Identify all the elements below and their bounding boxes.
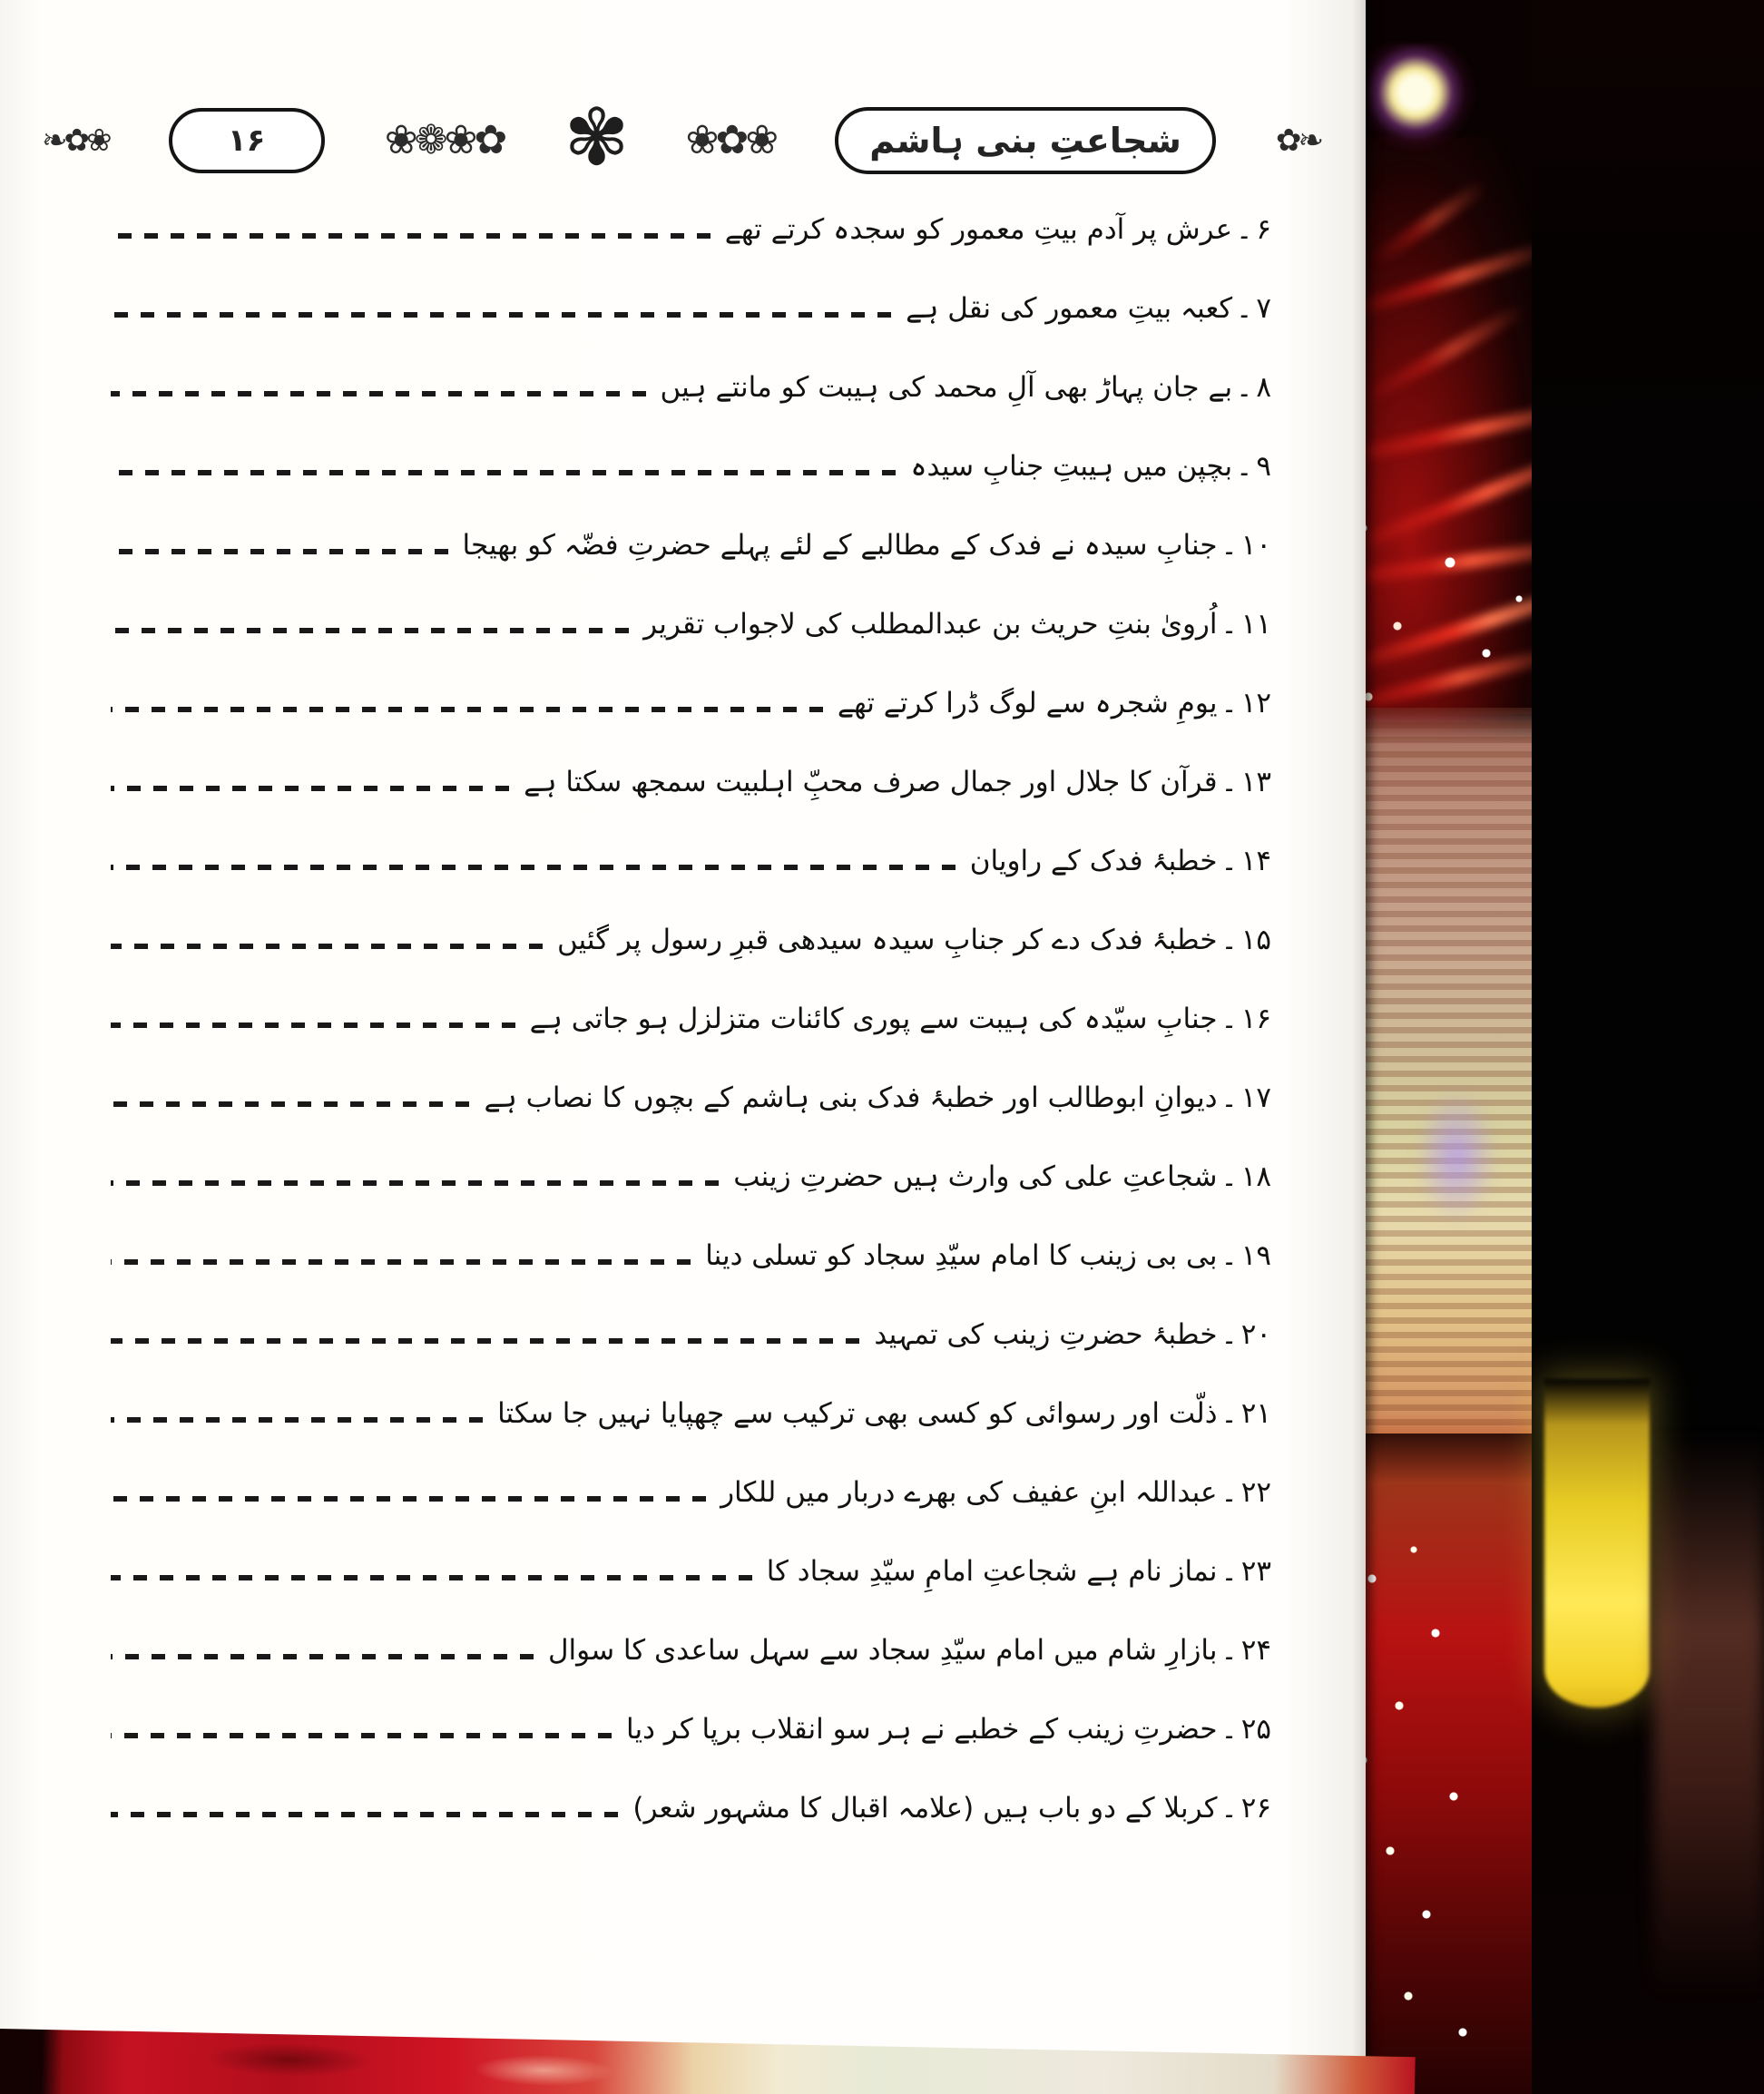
toc-entry bbox=[107, 1705, 1271, 1752]
dashed-leader bbox=[111, 1180, 719, 1186]
toc-entry-number: ۱۲ bbox=[1240, 687, 1271, 719]
dashed-leader bbox=[111, 944, 543, 949]
toc-entry-title: اُرویٰ بنتِ حریث بن عبدالمطلب کی لاجواب تقریر bbox=[643, 608, 1218, 641]
book-title: شجاعتِ بنی ہاشم bbox=[869, 121, 1181, 161]
toc-entry-separator: ۔ bbox=[1220, 1476, 1238, 1509]
floral-ornament-icon: ❧✿ bbox=[1276, 122, 1320, 159]
toc-entry bbox=[107, 1468, 1271, 1515]
page-number-cartouche bbox=[169, 108, 325, 173]
toc-entry-text bbox=[626, 1707, 1271, 1752]
toc-entry-title: ذلّت اور رسوائی کو کسی بھی ترکیب سے چھپایا نہیں جا سکتا bbox=[497, 1397, 1218, 1430]
toc-entry-separator: ۔ bbox=[1220, 608, 1238, 641]
bright-light-spot bbox=[1367, 44, 1475, 152]
toc-entry-title: جنابِ سیّدہ کی ہیبت سے پوری کائنات متزلزل ہو جاتی ہے bbox=[529, 1003, 1218, 1035]
toc-entry-text bbox=[632, 1786, 1271, 1831]
toc-entry-separator: ۔ bbox=[1220, 1634, 1238, 1667]
toc-entry-separator: ۔ bbox=[1220, 687, 1238, 719]
toc-entry-number: ۲۲ bbox=[1240, 1476, 1271, 1509]
toc-entry-number: ۸ bbox=[1256, 371, 1271, 404]
toc-entry-text bbox=[970, 838, 1271, 884]
toc-entry-separator: ۔ bbox=[1220, 1792, 1238, 1825]
toc-entry-text bbox=[497, 1391, 1271, 1436]
toc-entry-title: بازارِ شام میں امام سیّدِ سجاد سے سہل ساعدی کا سوال bbox=[547, 1634, 1218, 1667]
dashed-leader bbox=[111, 1338, 859, 1344]
toc-entry bbox=[107, 1547, 1271, 1594]
header-band bbox=[42, 87, 1320, 194]
dashed-leader bbox=[111, 1733, 612, 1738]
table-of-contents bbox=[107, 205, 1271, 1863]
toc-entry-text bbox=[838, 680, 1271, 726]
toc-entry bbox=[107, 1389, 1271, 1436]
toc-entry-text bbox=[767, 1549, 1271, 1594]
toc-entry-title: قرآن کا جلال اور جمال صرف محبِّ اہلبیت سمجھ سکتا ہے bbox=[524, 766, 1218, 798]
toc-entry-number: ۱۳ bbox=[1240, 766, 1271, 798]
toc-entry-title: حضرتِ زینب کے خطبے نے ہر سو انقلاب برپا کر دیا bbox=[626, 1713, 1218, 1746]
toc-entry bbox=[107, 915, 1271, 963]
toc-entry-text bbox=[733, 1154, 1271, 1199]
toc-entry-text bbox=[557, 917, 1271, 963]
toc-entry bbox=[107, 521, 1271, 568]
dashed-leader bbox=[111, 233, 710, 239]
toc-entry-number: ۲۴ bbox=[1240, 1634, 1271, 1667]
toc-entry bbox=[107, 758, 1271, 805]
toc-entry bbox=[107, 363, 1271, 410]
toc-entry-text bbox=[548, 1628, 1271, 1673]
toc-entry-separator: ۔ bbox=[1220, 1003, 1238, 1035]
dashed-leader bbox=[111, 707, 823, 712]
toc-entry-number: ۲۶ bbox=[1240, 1792, 1271, 1825]
toc-entry bbox=[107, 600, 1271, 647]
toc-entry-title: عرش پر آدم بیتِ معمور کو سجدہ کرتے تھے bbox=[724, 213, 1233, 246]
dashed-leader bbox=[111, 312, 891, 318]
toc-entry-separator: ۔ bbox=[1236, 292, 1253, 325]
dashed-leader bbox=[111, 786, 509, 791]
toc-entry-number: ۱۰ bbox=[1240, 529, 1271, 562]
toc-entry-title: بے جان پہاڑ بھی آلِ محمد کی ہیبت کو مانتے ہیں bbox=[660, 371, 1233, 404]
dashed-leader bbox=[111, 1575, 752, 1580]
toc-entry-title: یومِ شجرہ سے لوگ ڈرا کرتے تھے bbox=[837, 687, 1218, 719]
toc-entry-number: ۲۳ bbox=[1240, 1555, 1271, 1588]
toc-entry-number: ۹ bbox=[1256, 450, 1271, 483]
floral-ornament-icon: ❀✿❧ bbox=[42, 122, 109, 159]
toc-entry-text bbox=[910, 444, 1271, 489]
toc-entry-number: ۱۴ bbox=[1240, 845, 1271, 877]
toc-entry bbox=[107, 205, 1271, 252]
toc-entry-number: ۲۰ bbox=[1240, 1318, 1271, 1351]
toc-entry bbox=[107, 442, 1271, 489]
toc-entry-separator: ۔ bbox=[1220, 1081, 1238, 1114]
toc-entry-separator: ۔ bbox=[1236, 371, 1253, 404]
toc-entry-number: ۱۱ bbox=[1240, 608, 1271, 641]
toc-entry-separator: ۔ bbox=[1220, 924, 1238, 956]
toc-entry-number: ۱۶ bbox=[1240, 1003, 1271, 1035]
toc-entry-title: عبداللہ ابنِ عفیف کی بھرے دربار میں للکار bbox=[720, 1476, 1218, 1509]
dashed-leader bbox=[111, 865, 956, 870]
toc-entry-separator: ۔ bbox=[1220, 1239, 1238, 1272]
toc-entry-title: بچپن میں ہیبتِ جنابِ سیدہ bbox=[910, 450, 1233, 483]
toc-entry-title: دیوانِ ابوطالب اور خطبۂ فدک بنی ہاشم کے بچوں کا نصاب ہے bbox=[484, 1081, 1218, 1114]
toc-entry-title: کعبہ بیتِ معمور کی نقل ہے bbox=[906, 292, 1233, 325]
toc-entry bbox=[107, 994, 1271, 1042]
toc-entry bbox=[107, 1231, 1271, 1278]
toc-entry-text bbox=[906, 286, 1271, 331]
toc-entry-separator: ۔ bbox=[1220, 1318, 1238, 1351]
toc-entry-text bbox=[725, 207, 1271, 252]
toc-entry-separator: ۔ bbox=[1220, 766, 1238, 798]
toc-entry-number: ۲۵ bbox=[1240, 1713, 1271, 1746]
toc-entry-title: خطبۂ حضرتِ زینب کی تمہید bbox=[874, 1318, 1218, 1351]
toc-entry-number: ۱۸ bbox=[1240, 1160, 1271, 1193]
toc-entry-number: ۶ bbox=[1256, 213, 1271, 246]
toc-entry-text bbox=[524, 759, 1271, 805]
toc-entry-separator: ۔ bbox=[1220, 845, 1238, 877]
dashed-leader bbox=[111, 391, 646, 396]
book-title-cartouche bbox=[835, 107, 1216, 174]
purple-reflection bbox=[1416, 1089, 1497, 1225]
toc-entry bbox=[107, 1310, 1271, 1357]
toc-entry-separator: ۔ bbox=[1220, 1713, 1238, 1746]
toc-entry-title: خطبۂ فدک کے راویان bbox=[969, 845, 1218, 877]
dashed-leader bbox=[111, 1654, 534, 1659]
toc-entry-number: ۱۵ bbox=[1240, 924, 1271, 956]
dashed-leader bbox=[111, 470, 896, 475]
dashed-leader bbox=[111, 1812, 618, 1817]
reddish-haze bbox=[1653, 1434, 1764, 1996]
toc-entry-number: ۷ bbox=[1256, 292, 1271, 325]
toc-entry bbox=[107, 837, 1271, 884]
toc-entry-title: خطبۂ فدک دے کر جنابِ سیدہ سیدھی قبرِ رسول پر گئیں bbox=[556, 924, 1218, 956]
toc-entry-number: ۱۹ bbox=[1240, 1239, 1271, 1272]
toc-entry-separator: ۔ bbox=[1220, 1555, 1238, 1588]
toc-entry-text bbox=[874, 1312, 1271, 1357]
toc-entry-title: شجاعتِ علی کی وارث ہیں حضرتِ زینب bbox=[733, 1160, 1218, 1193]
dashed-leader bbox=[111, 1496, 706, 1502]
toc-entry bbox=[107, 1784, 1271, 1831]
toc-entry bbox=[107, 1152, 1271, 1199]
page-number: ۱۶ bbox=[227, 122, 266, 159]
toc-entry-separator: ۔ bbox=[1220, 1397, 1238, 1430]
toc-entry bbox=[107, 1073, 1271, 1120]
toc-entry-title: جنابِ سیدہ نے فدک کے مطالبے کے لئے پہلے حضرتِ فضّہ کو بھیجا bbox=[462, 529, 1218, 562]
toc-entry-title: کربلا کے دو باب ہیں (علامہ اقبال کا مشہور شعر) bbox=[632, 1792, 1218, 1825]
toc-entry-text bbox=[484, 1075, 1271, 1120]
toc-entry-separator: ۔ bbox=[1236, 213, 1253, 246]
flower-icon: ✾ bbox=[564, 93, 626, 183]
dashed-leader bbox=[111, 1259, 691, 1265]
toc-entry-text bbox=[705, 1233, 1271, 1278]
floral-ornament-icon: ✿❀❁❀ bbox=[384, 117, 505, 163]
toc-entry bbox=[107, 679, 1271, 726]
yellow-candle-pillar bbox=[1544, 1379, 1650, 1707]
floral-ornament-icon: ❀✿❀ bbox=[685, 117, 776, 163]
toc-entry-text bbox=[643, 602, 1271, 647]
toc-entry-text bbox=[720, 1470, 1271, 1515]
dashed-leader bbox=[111, 1023, 515, 1028]
toc-entry-separator: ۔ bbox=[1236, 450, 1253, 483]
toc-entry-title: بی بی زینب کا امام سیّدِ سجاد کو تسلی دینا bbox=[705, 1239, 1218, 1272]
dashed-leader bbox=[111, 628, 629, 633]
toc-entry-number: ۲۱ bbox=[1240, 1397, 1271, 1430]
toc-entry-text bbox=[463, 523, 1271, 568]
toc-entry-separator: ۔ bbox=[1220, 529, 1238, 562]
toc-entry-separator: ۔ bbox=[1220, 1160, 1238, 1193]
toc-entry-title: نماز نام ہے شجاعتِ امامِ سیّدِ سجاد کا bbox=[766, 1555, 1218, 1588]
toc-entry bbox=[107, 284, 1271, 331]
dashed-leader bbox=[111, 1417, 483, 1423]
dashed-leader bbox=[111, 549, 448, 554]
toc-entry-number: ۱۷ bbox=[1240, 1081, 1271, 1114]
toc-entry-text bbox=[530, 996, 1271, 1042]
toc-entry-text bbox=[661, 365, 1271, 410]
dashed-leader bbox=[111, 1101, 469, 1107]
toc-entry bbox=[107, 1626, 1271, 1673]
